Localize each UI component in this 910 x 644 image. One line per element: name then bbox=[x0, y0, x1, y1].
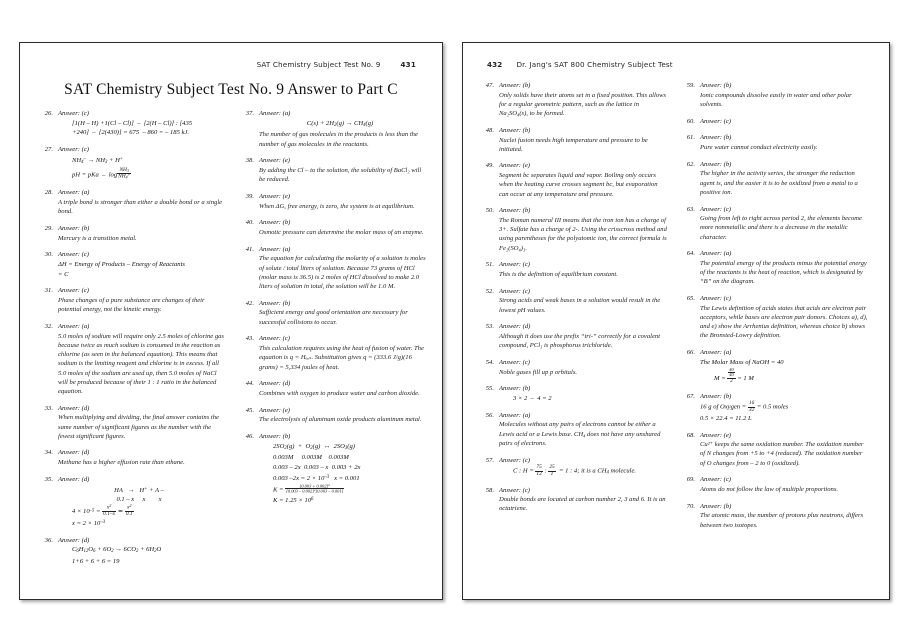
item-body bbox=[499, 161, 667, 198]
answer-item bbox=[237, 156, 427, 184]
answer-item bbox=[477, 81, 667, 118]
item-body bbox=[700, 81, 868, 109]
item-body bbox=[700, 502, 868, 530]
explanation: Segment bc separates liquid and vapor. Boiling only occurs when the heating curve crosses segment bc, but evaporation can occur at any temperature and pressure. bbox=[499, 172, 658, 198]
page-left bbox=[19, 42, 443, 600]
explanation: This calculation requires using the heat of fusion of water. The equation is q = Hₑᵤₛ. Substitution gives q = (333.6 J/g)(16 grams) = 5,334 joules of heat. bbox=[259, 345, 424, 371]
answer-item bbox=[678, 431, 868, 468]
item-number: 30. bbox=[44, 251, 53, 259]
answer-choice: Answer: (e) bbox=[700, 431, 731, 439]
item-number: 57. bbox=[485, 456, 494, 464]
item-number: 55. bbox=[485, 385, 494, 393]
item-number: 61. bbox=[686, 134, 695, 142]
answer-item bbox=[678, 133, 868, 152]
answer-choice: Answer: (c) bbox=[499, 261, 530, 269]
answer-choice: Answer: (a) bbox=[499, 411, 531, 419]
answer-item bbox=[36, 145, 226, 181]
item-number: 53. bbox=[485, 323, 494, 331]
answer-item bbox=[36, 536, 226, 567]
explanation: When ΔG, free energy, is zero, the system is at equilibrium. bbox=[259, 202, 415, 210]
math-line: K = $\frac{[0.003 + 0.002]^2}{[0.003 - 0.002]^2[0.003 - 0.001]}$ bbox=[273, 482, 344, 494]
item-body bbox=[700, 431, 868, 468]
explanation: Ionic compounds dissolve easily in water and other polar solvents. bbox=[700, 91, 852, 108]
explanation: When multiplying and dividing, the final answer contains the same number of significant figures as the number with the fewest significant figures. bbox=[58, 414, 219, 440]
item-body bbox=[499, 358, 667, 377]
explanation: This is the definition of equilibrium constant. bbox=[499, 270, 618, 278]
answer-item bbox=[36, 322, 226, 396]
answer-item bbox=[237, 379, 427, 398]
item-body bbox=[259, 379, 427, 398]
item-body bbox=[700, 133, 868, 152]
answer-item bbox=[678, 392, 868, 423]
answer-item bbox=[678, 348, 868, 384]
answer-item bbox=[477, 287, 667, 315]
item-body bbox=[58, 475, 226, 528]
item-body bbox=[58, 322, 226, 396]
page-title: SAT Chemistry Subject Test No. 9 Answer to Part C bbox=[64, 81, 398, 98]
answer-item bbox=[678, 117, 868, 126]
explanation: Molecules without any pairs of electrons cannot be either a Lewis acid or a Lewis base. CH₄ does not have any unshared pairs of electrons. bbox=[499, 421, 661, 447]
item-number: 52. bbox=[485, 287, 494, 295]
item-number: 68. bbox=[686, 431, 695, 439]
answer-choice: Answer: (c) bbox=[499, 358, 530, 366]
explanation: The equation for calculating the molarity of a solution is moles of solute / total liters of solution. Because 73 grams of HCl (molar mass is 36.5) is 2 moles of HCl dissolved to make 2.0 liters of solution in total, the solution will be 1.0 M. bbox=[259, 255, 426, 291]
answer-choice: Answer: (d) bbox=[58, 536, 90, 544]
explanation: The atomic mass, the number of protons plus neutrons, differs between two isotopes. bbox=[700, 512, 864, 529]
answer-item bbox=[477, 358, 667, 377]
page-right bbox=[462, 42, 890, 600]
answer-item bbox=[678, 294, 868, 341]
item-body bbox=[499, 411, 667, 448]
math-line: 0.003 $-2x = 2 \times 10^{-3}$ x = 0.001 bbox=[273, 474, 360, 482]
math-line: 1+6 + 6 + 6 = 19 bbox=[72, 558, 120, 566]
item-number: 31. bbox=[44, 287, 53, 295]
answer-item bbox=[36, 250, 226, 279]
explanation: The Lewis definition of acids states that acids are electron pair acceptors, while bases are electron pair donors. Choices a), d), and e) show the Arrhenius definition, whereas choice b) shows the Bronsted-Lowry definition. bbox=[700, 304, 868, 340]
explanation: Phase changes of a pure substance are changes of their potential energy, not the kinetic energy. bbox=[58, 297, 205, 314]
running-head-left bbox=[257, 60, 416, 69]
item-body bbox=[259, 334, 427, 371]
item-body bbox=[58, 250, 226, 279]
explanation: 5.0 moles of sodium will require only 2.5 moles of chlorine gas because twice as much sodium is consumed in the reaction as chlorine (as seen in the balanced equation). This means that sodium is the limiting reagent and chlorine is in excess. If all 5.0 moles of the sodium are used up, then 5.0 moles of NaCl will be produced because of their 1 : 1 ratio in the balanced equation. bbox=[58, 332, 224, 395]
item-number: 48. bbox=[485, 126, 494, 134]
answer-item bbox=[477, 411, 667, 448]
answer-choice: Answer: (c) bbox=[700, 295, 731, 303]
item-number: 34. bbox=[44, 449, 53, 457]
explanation: Sufficient energy and good orientation are necessary for successful collisions to occur. bbox=[259, 309, 408, 326]
item-number: 38. bbox=[245, 157, 254, 165]
answer-choice: Answer: (b) bbox=[700, 160, 732, 168]
answer-choice: Answer: (a) bbox=[58, 189, 90, 197]
math-line: HA → H+ + A – bbox=[114, 486, 164, 494]
answer-item bbox=[477, 260, 667, 279]
answer-item bbox=[36, 188, 226, 216]
answer-choice: Answer: (c) bbox=[700, 476, 731, 484]
explanation: Going from left to right across period 2, the elements become more nonmetallic and there is a decrease in the metallic character. bbox=[700, 215, 862, 241]
item-body bbox=[58, 188, 226, 216]
item-body bbox=[58, 224, 226, 243]
page-number-right: 432 bbox=[487, 60, 503, 69]
answer-choice: Answer: (b) bbox=[499, 207, 531, 215]
explanation: Only solids have their atoms set in a fixed position. This allows for a regular geometric pattern, such as the lattice in Na₂SO₄(s), to be formed. bbox=[499, 91, 667, 118]
item-number: 66. bbox=[686, 349, 695, 357]
answer-item bbox=[36, 404, 226, 441]
column-2 bbox=[678, 81, 868, 537]
page-number-left: 431 bbox=[400, 60, 416, 69]
item-body bbox=[259, 109, 427, 149]
math-line: +240] – [2(430)] = 675 – 860 = – 185 kJ. bbox=[72, 129, 190, 137]
item-body bbox=[259, 299, 427, 327]
chemical-equation: $C(s) + 2H_2(g) \to CH_4(g)$ bbox=[306, 119, 374, 128]
explanation: Atoms do not follow the law of multiple proportions. bbox=[700, 486, 839, 494]
item-number: 70. bbox=[686, 502, 695, 510]
answer-item bbox=[237, 109, 427, 149]
math-line: $4 \times 10^{-5}$ = $\frac{x^2}{0.1-x}$ ≃ $\frac{x^2}{0.1}$ bbox=[72, 503, 133, 518]
explanation: Combines with oxygen to produce water and carbon dioxide. bbox=[259, 389, 420, 397]
item-number: 49. bbox=[485, 162, 494, 170]
columns-right-page bbox=[477, 81, 877, 537]
answer-item bbox=[36, 448, 226, 467]
item-number: 32. bbox=[44, 322, 53, 330]
answer-choice: Answer: (a) bbox=[259, 245, 291, 253]
item-number: 37. bbox=[245, 110, 254, 117]
answer-choice: Answer: (b) bbox=[499, 385, 531, 393]
item-number: 40. bbox=[245, 219, 254, 227]
explanation: Mercury is a transition metal. bbox=[58, 234, 137, 242]
answer-item bbox=[678, 160, 868, 197]
math-line: ΔH = Energy of Products – Energy of Reactants bbox=[58, 260, 185, 268]
item-number: 63. bbox=[686, 205, 695, 213]
item-body bbox=[499, 384, 667, 403]
math-line: C : H = $\frac{75}{12}$ : $\frac{25}{1}$ = 1 : 4; it is a $CH_4$ molecule. bbox=[513, 464, 637, 477]
column-2 bbox=[237, 109, 427, 574]
answer-choice: Answer: (c) bbox=[58, 251, 89, 259]
item-number: 35. bbox=[44, 475, 53, 483]
answer-choice: Answer: (b) bbox=[259, 433, 291, 441]
answer-choice: Answer: (e) bbox=[259, 157, 290, 165]
item-body bbox=[499, 486, 667, 514]
answer-item bbox=[477, 456, 667, 479]
answer-item bbox=[36, 475, 226, 528]
answer-item bbox=[237, 334, 427, 371]
answer-choice: Answer: (b) bbox=[700, 134, 732, 142]
item-number: 60. bbox=[686, 117, 695, 125]
item-number: 47. bbox=[485, 82, 494, 89]
answer-choice: Answer: (b) bbox=[58, 224, 90, 232]
item-number: 39. bbox=[245, 192, 254, 200]
math-line: $NH_4^- \to NH_3 + H^+$ bbox=[72, 156, 124, 165]
item-body bbox=[259, 245, 427, 292]
answer-choice: Answer: (a) bbox=[700, 250, 732, 258]
item-number: 69. bbox=[686, 476, 695, 484]
answer-choice: Answer: (c) bbox=[499, 486, 530, 494]
math-line: = C bbox=[58, 270, 69, 278]
answer-choice: Answer: (c) bbox=[259, 335, 290, 343]
item-number: 62. bbox=[686, 160, 695, 168]
explanation: The electrolysis of aluminum oxide products aluminum metal. bbox=[259, 416, 422, 424]
item-body bbox=[58, 404, 226, 441]
answer-item bbox=[36, 224, 226, 243]
answer-choice: Answer: (c) bbox=[58, 110, 89, 117]
answer-choice: Answer: (a) bbox=[259, 110, 291, 117]
answer-choice: Answer: (c) bbox=[499, 287, 530, 295]
answer-choice: Answer: (e) bbox=[259, 406, 290, 414]
explanation: Although it does use the prefix “tri-” correctly for a covalent compound, PCl₃ is phosphorus trichloride. bbox=[499, 332, 661, 350]
item-number: 56. bbox=[485, 411, 494, 419]
explanation: The higher in the activity series, the stronger the reduction agent is, and the easier it is to be oxidized from a metal to a positive ion. bbox=[700, 170, 858, 196]
math-line: 0.5 × 22.4 = 11.2 L bbox=[700, 414, 752, 422]
item-body bbox=[700, 249, 868, 286]
explanation: The number of gas molecules in the products is less than the number of gas molecules in the reactants. bbox=[259, 131, 418, 148]
answer-item bbox=[678, 81, 868, 109]
item-number: 33. bbox=[44, 404, 53, 412]
columns-left-page bbox=[36, 109, 430, 574]
answer-choice: Answer: (b) bbox=[700, 82, 732, 89]
answer-choice: Answer: (e) bbox=[499, 162, 530, 170]
answer-item bbox=[477, 486, 667, 514]
math-line: [1(H – H) +1(Cl – Cl)] – [2(H – Cl)] : [435 bbox=[72, 119, 193, 127]
answer-item bbox=[477, 384, 667, 403]
item-body bbox=[58, 145, 226, 181]
answer-item bbox=[237, 192, 427, 211]
item-number: 64. bbox=[686, 250, 695, 258]
math-line: 16 g of Oxygen = $\frac{16}{32}$ = 0.5 moles bbox=[700, 400, 789, 413]
answer-choice: Answer: (d) bbox=[259, 380, 291, 388]
math-line: 0.003M 0.003M 0.003M bbox=[273, 454, 349, 462]
item-number: 41. bbox=[245, 245, 254, 253]
answer-item bbox=[678, 475, 868, 494]
item-body bbox=[58, 109, 226, 138]
math-line: 0.1 – x x x bbox=[116, 496, 162, 504]
item-number: 54. bbox=[485, 358, 494, 366]
running-head-right bbox=[487, 60, 673, 69]
answer-item bbox=[678, 249, 868, 286]
item-body bbox=[499, 322, 667, 350]
math-line: $C_6H_{12}O_6 + 6O_2 \to 6CO_2 + 6H_2O$ bbox=[72, 546, 162, 555]
answer-item bbox=[477, 126, 667, 154]
answer-item bbox=[477, 206, 667, 253]
item-body bbox=[499, 287, 667, 315]
running-head-title: SAT Chemistry Subject Test No. 9 bbox=[256, 60, 381, 69]
item-body bbox=[259, 192, 427, 211]
answer-item bbox=[237, 245, 427, 292]
item-body bbox=[700, 475, 868, 494]
explanation: The potential energy of the products minus the potential energy of the reactants is the heat of reaction, which is designated by “B” on the diagram. bbox=[700, 260, 867, 286]
item-body bbox=[700, 348, 868, 384]
item-number: 65. bbox=[686, 295, 695, 303]
explanation: By adding the Cl – to the solution, the solubility of BaCl₂ will be reduced. bbox=[259, 167, 422, 184]
explanation: Pure water cannot conduct electricity easily. bbox=[700, 144, 818, 152]
item-number: 46. bbox=[245, 433, 254, 441]
item-number: 58. bbox=[485, 486, 494, 494]
math-line: $x = 2 \times 10^{-3}$ bbox=[72, 520, 106, 528]
math-line: M = $\frac{\frac{40}{40}}{2}$ = 1 M bbox=[714, 366, 754, 384]
answer-choice: Answer: (d) bbox=[58, 449, 90, 457]
item-body bbox=[700, 294, 868, 341]
item-number: 50. bbox=[485, 207, 494, 215]
math-line: $2SO_2(g) + O_2(g)$ ↔ $2SO_3(g)$ bbox=[273, 442, 355, 451]
item-body bbox=[58, 536, 226, 567]
answer-item bbox=[678, 502, 868, 530]
answer-item bbox=[36, 286, 226, 314]
running-head-title: Dr. Jang's SAT 800 Chemistry Subject Test bbox=[516, 60, 673, 69]
explanation: Double bonds are located at carbon number 2, 3 and 6. It is an octatriene. bbox=[499, 496, 666, 513]
math-line: 3 × 2 – 4 = 2 bbox=[513, 394, 552, 402]
answer-choice: Answer: (b) bbox=[259, 219, 291, 227]
answer-item bbox=[237, 432, 427, 505]
math-line: $K = 1.25 \times 10^6$ bbox=[273, 496, 314, 504]
answer-item bbox=[237, 406, 427, 425]
answer-item bbox=[237, 218, 427, 237]
item-body bbox=[259, 432, 427, 505]
explanation: A triple bond is stronger than either a double bond or a single bond. bbox=[58, 198, 223, 216]
item-number: 59. bbox=[686, 82, 695, 89]
item-body bbox=[700, 205, 868, 242]
item-number: 67. bbox=[686, 392, 695, 400]
item-body bbox=[499, 206, 667, 253]
math-line: 0.003 – 2x 0.003 – x 0.003 + 2x bbox=[273, 464, 361, 472]
item-number: 29. bbox=[44, 224, 53, 232]
explanation: Osmotic pressure can determine the molar mass of an enzyme. bbox=[259, 229, 424, 237]
item-number: 26. bbox=[44, 110, 53, 117]
answer-choice: Answer: (c) bbox=[499, 456, 530, 464]
item-body bbox=[58, 448, 226, 467]
math-line: The Molar Mass of NaOH = 40 bbox=[700, 358, 784, 366]
answer-item bbox=[477, 322, 667, 350]
item-number: 44. bbox=[245, 380, 254, 388]
answer-choice: Answer: (d) bbox=[58, 404, 90, 412]
math-line: pH = pKa – log $\frac{NH_3}{NH_4^+}$ bbox=[72, 166, 131, 180]
answer-choice: Answer: (e) bbox=[259, 192, 290, 200]
answer-choice: Answer: (c) bbox=[700, 205, 731, 213]
column-1 bbox=[36, 109, 226, 574]
item-number: 51. bbox=[485, 261, 494, 269]
answer-choice: Answer: (d) bbox=[58, 475, 90, 483]
answer-choice: Answer: (a) bbox=[58, 322, 90, 330]
explanation: Methane has a higher effusion rate than ethane. bbox=[58, 459, 185, 467]
item-body bbox=[700, 117, 868, 126]
explanation: Nuclei fusion needs high temperature and pressure to be initiated. bbox=[499, 136, 648, 153]
answer-choice: Answer: (b) bbox=[499, 126, 531, 134]
answer-choice: Answer: (d) bbox=[499, 323, 531, 331]
answer-item bbox=[36, 109, 226, 138]
answer-choice: Answer: (b) bbox=[259, 299, 291, 307]
answer-choice: Answer: (b) bbox=[700, 502, 732, 510]
explanation: The Roman numeral III means that the iron ion has a charge of 3+. Sulfate has a charge of 2-. Using the crisscross method and using parentheses for the polyatomic ion, the correct formula is Fe₂(SO₄)₃. bbox=[499, 216, 667, 252]
answer-item bbox=[477, 161, 667, 198]
item-body bbox=[259, 156, 427, 184]
explanation: Noble gases fill up p orbitals. bbox=[499, 368, 578, 376]
item-number: 27. bbox=[44, 146, 53, 154]
column-1 bbox=[477, 81, 667, 537]
item-body bbox=[499, 81, 667, 118]
answer-choice: Answer: (c) bbox=[58, 287, 89, 295]
item-body bbox=[700, 160, 868, 197]
answer-choice: Answer: (b) bbox=[700, 392, 732, 400]
answer-choice: Answer: (c) bbox=[700, 117, 731, 125]
item-body bbox=[499, 456, 667, 479]
item-body bbox=[499, 260, 667, 279]
answer-item bbox=[678, 205, 868, 242]
item-body bbox=[259, 218, 427, 237]
explanation: Cu²⁺ keeps the same oxidation number. The oxidation number of N changes from +5 to +4 (reduced). The oxidation number of O changes from – 2 to 0 (oxidized). bbox=[700, 441, 864, 467]
item-body bbox=[499, 126, 667, 154]
item-body bbox=[58, 286, 226, 314]
answer-choice: Answer: (b) bbox=[499, 82, 531, 89]
answer-choice: Answer: (c) bbox=[58, 146, 89, 154]
item-body bbox=[259, 406, 427, 425]
answer-choice: Answer: (a) bbox=[700, 349, 732, 357]
item-number: 36. bbox=[44, 536, 53, 544]
item-number: 28. bbox=[44, 189, 53, 197]
item-number: 43. bbox=[245, 335, 254, 343]
answer-item bbox=[237, 299, 427, 327]
item-number: 42. bbox=[245, 299, 254, 307]
explanation: Strong acids and weak bases in a solution would result in the lowest pH values. bbox=[499, 297, 661, 314]
item-number: 45. bbox=[245, 406, 254, 414]
item-body bbox=[700, 392, 868, 423]
